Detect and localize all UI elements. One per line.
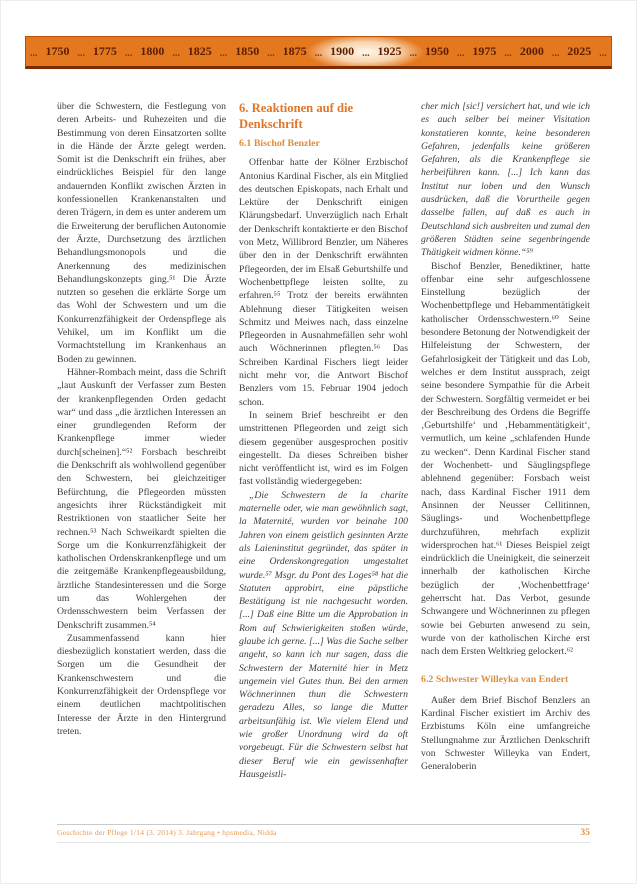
page-footer (57, 824, 590, 843)
timeline-separator: ... (30, 48, 38, 59)
timeline-year-1750: 1750 (45, 44, 70, 58)
timeline-year-1825: 1825 (187, 44, 212, 58)
section-heading-6: 6. Reaktionen auf die Denkschrift (239, 101, 354, 131)
article-column-1 (57, 100, 226, 824)
timeline-banner (25, 36, 612, 69)
article-column-2 (239, 100, 408, 824)
timeline-separator: ... (456, 48, 465, 59)
timeline-separator: ... (362, 48, 370, 59)
footer-page-number: 35 (580, 828, 590, 838)
timeline-separator: ... (599, 48, 607, 59)
paragraph: über die Schwestern, die Festlegung von deren Arbeits- und Ruhezeiten und die Bestimmung von deren Einsatzorten sollte in die Hände der Ärzte gelegt werden. Somit ist die Denkschrift ein frühes, aber eindrückliches Beispiel für den lange andauernden Konflikt zwischen Ärzten in konfessionellen Krankenanstalten und deren Trägern, in dem es unter anderem um die Erweiterung der beruflichen Autonomie der Ärzte, Durchsetzung des ärztlichen Behandlungsmonopols und die Anerkennung des medizinischen Behandlungskonzepts ging.⁵¹ Die Ärzte nutzten so gesehen die erklärte Sorge um das Wohl der Schwestern und um die Konkurrenzfähigkeit der Ordenspflege als Vehikel, um im Konflikt um die Vormachtstellung im Krankenhaus an Boden zu gewinnen. (57, 101, 226, 365)
timeline-year-1850: 1850 (235, 44, 260, 58)
timeline-separator: ... (172, 48, 180, 59)
section-heading-6-2: 6.2 Schwester Willeyka van Endert (421, 674, 569, 686)
timeline-year-2000: 2000 (519, 44, 544, 58)
quote-paragraph: „Die Schwestern de la charite maternelle oder, wie man gewöhnlich sagt, la Maternité, wurden vor beinahe 100 Jahren von einem geistlich gesinnten Arzte als Laieninstitut gegründet, das später in eine Ordenskongregation umgestaltet wurde.⁵⁷ Msgr. du Pont des Loges⁵⁸ hat die Statuten approbirt, eine päpstliche Bestätigung ist nie nachgesucht worden. [...] Daß eine Bitte um die Approbation in Rom auf Schwierigkeiten stoßen würde, glaube ich gerne. [...] Was die Sache selber angeht, so kann ich nur sagen, dass die Schwestern der Maternité hier in Metz ungemein viel Gutes thun. Bei den armen Wöchnerinnen thun die Schwestern geradezu Alles, so lange die Mutter arbeitsunfähig ist. Wie vielem Elend und wie großer Unordnung wird da oft vorgebeugt. Für die Schwestern selbst hat dieser Beruf wie ein gewissenhafter Hausgeistli- (239, 489, 408, 780)
paragraph: Bischof Benzler, Benediktiner, hatte offenbar eine sehr aufgeschlossene Einstellung bezüglich der Wochenbettpflege und Hebammentätigkeit katholischer Ordensschwestern.⁶⁰ Seine besondere Betonung der Notwendigkeit der Hilfeleistung der Schwestern, der Gefahrlosigkeit der Tätigkeit und das Lob, welches er dem Institut aussprach, zeigt seine besondere Sympathie für die Arbeit der Schwestern. Sorgfältig vermeidet er bei der Beschreibung des Ordens die Begriffe ‚Geburtshilfe‘ und ‚Hebammentätigkeit‘, vermutlich, um keine „schlafenden Hunde zu wecken“. Denn Kardinal Fischer stand der Wochenbett- und Säuglingspflege ablehnend gegenüber: Forsbach weist nach, dass Kardinal Fischer 1911 dem Ansinnen der Neusser Cellitinnen, Säuglings- und Wochenbettpflege durchzuführen, mehrfach explizit widersprochen hat.⁶¹ Dieses Beispiel zeigt eindrücklich die Uneinigkeit, die seinerzeit innerhalb der katholischen Kirche bezüglich der ‚Wochenbettfrage‘ geherrscht hat. Das Verbot, gesunde Schwangere und Wöchnerinnen zu pflegen sowie bei Geburten anwesend zu sein, wurde von der katholischen Kirche erst nach dem Ersten Weltkrieg gelockert.⁶² (421, 260, 590, 658)
timeline-separator: ... (219, 48, 228, 59)
timeline-separator: ... (124, 48, 133, 59)
timeline-year-1775: 1775 (92, 44, 117, 58)
section-heading-6-1: 6.1 Bischof Benzler (239, 138, 320, 149)
timeline-separator: ... (267, 48, 275, 59)
timeline-separator: ... (551, 48, 560, 59)
paragraph: Außer dem Brief Bischof Benzlers an Kardinal Fischer existiert im Archiv des Erzbistums Köln eine umfangreiche Stellungnahme zur Ärztlichen Denkschrift von Schwester Willeyka van Endert, Generaloberin (421, 694, 590, 773)
timeline-year-1800: 1800 (140, 44, 165, 58)
paragraph: Zusammenfassend kann hier diesbezüglich konstatiert werden, dass die Sorgen um die Gesundheit der Krankenschwestern und die Konkurrenzfähigkeit der Ordenspflege vor einem deutlichen machtpolitischen Interesse der Ärzte in den Hintergrund treten. (57, 632, 226, 737)
timeline-year-1925-highlighted: 1925 (377, 44, 402, 58)
timeline-separator: ... (409, 48, 417, 59)
timeline-year-1900-highlighted: 1900 (330, 44, 355, 58)
article-column-3 (421, 100, 590, 824)
timeline-year-1975: 1975 (472, 44, 497, 58)
paragraph: Hähner-Rombach meint, dass die Schrift „laut Auskunft der Verfasser zum Besten der krankenpflegenden Orden gedacht war“ und dass „die ärztlichen Interessen an einer grundlegenden Reform der Krankenpflege immer wieder durch[scheinen].“⁵² Forsbach beschreibt die Denkschrift als wohlwollend gegenüber den Schwestern, bei gleichzeitiger Befürchtung, die Pflegeorden müssten angesichts ihrer Rückständigkeit mit Restriktionen von staatlicher Seite her rechnen.⁵³ Nach Schweikardt spielten die Sorge um die Konkurrenzfähigkeit der katholischen Ordenskrankenpflege und um die zeitgemäße Krankenpflegeausbildung, ärztliche Standesinteressen und die Sorge um das Wohlergehen der Ordensschwestern beim Verfassen der Denkschrift zusammen.⁵⁴ (57, 366, 226, 631)
timeline-year-1875: 1875 (282, 44, 307, 58)
timeline-year-1950: 1950 (424, 44, 449, 58)
paragraph: In seinem Brief beschreibt er den umstrittenen Pflegeorden und zeigt sich diesem gegenüber ausgesprochen positiv eingestellt. Da dieses Schreiben bisher nicht veröffentlicht ist, wird es im Folgen fast vollständig wiedergegeben: (239, 409, 408, 488)
footer-journal-info: Geschichte der Pflege 1/14 (3. 2014) 3. Jahrgang • hpsmedia, Nidda (57, 828, 277, 837)
paragraph: Offenbar hatte der Kölner Erzbischof Antonius Kardinal Fischer, als ein Mitglied des deutschen Episkopats, nach Erhalt und Lektüre der Denkschrift einigen Klärungsbedarf. Unverzüglich nach Erhalt der Denkschrift kontaktierte er den Bischof von Metz, Willibrord Benzler, um Näheres über den in der Denkschrift erwähnten Pflegeorden, der im Elsaß Geburtshilfe und Wochenbettpflege leisten sollte, zu erfahren.⁵⁵ Trotz der bereits erwähnten Ablehnung dieser Tätigkeiten weisen Schmitz und Meiwes nach, dass einzelne Pflegeorden in Ausnahmefällen sehr wohl auch Wöchnerinnen pflegten.⁵⁶ Das Schreiben Kardinal Fischers liegt leider nicht mehr vor, die Antwort Bischof Benzlers vom 15. Februar 1904 jedoch schon. (239, 157, 408, 408)
timeline-year-2025: 2025 (567, 44, 592, 58)
timeline-separator: ... (314, 48, 323, 59)
timeline-separator: ... (77, 48, 85, 59)
article-body (1, 69, 636, 824)
quote-paragraph-continuation: cher mich [sic!] versichert hat, und wie ich es auch selber bei meiner Visitation konstatieren konnte, keine besonderen Gefahren, jedenfalls keine größeren Gefahren, als die Krankenpflege sie herbeiführen kann. [...] Ich kann das Institut nur loben und den Wunsch ausdrücken, daß die Vorurtheile gegen dasselbe fallen, auf daß es auch in Deutschland sich ausbreiten und zumal den größeren Städten seine segenbringende Thätigkeit widmen könne.“⁵⁹ (421, 101, 590, 259)
timeline-separator: ... (504, 48, 512, 59)
